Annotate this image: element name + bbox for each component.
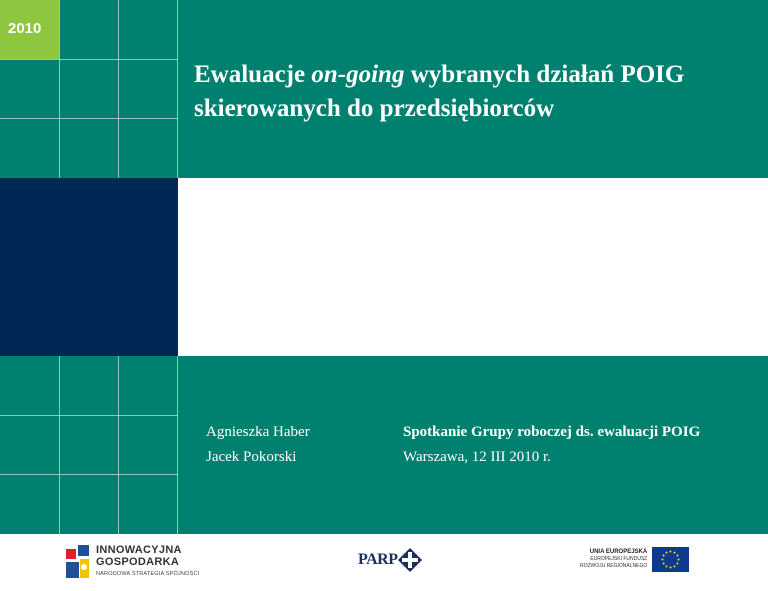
navy-accent-block <box>0 178 178 356</box>
middle-white-area <box>178 178 768 356</box>
parp-emblem-icon <box>397 547 423 573</box>
grid-line <box>118 356 119 534</box>
grid-line <box>0 415 178 416</box>
grid-line <box>59 0 60 178</box>
grid-line <box>59 356 60 534</box>
title-text-start: Ewaluacje <box>194 61 312 88</box>
meeting-title: Spotkanie Grupy roboczej ds. ewaluacji POIG <box>403 424 701 440</box>
year-tile <box>0 0 59 59</box>
author-name: Jacek Pokorski <box>206 449 297 465</box>
grid-line <box>0 118 178 119</box>
eu-flag-icon <box>652 547 689 572</box>
grid-line <box>0 474 178 475</box>
parp-logo <box>358 547 423 573</box>
ig-logo-line3: NARODOWA STRATEGIA SPÓJNOŚCI <box>96 571 200 577</box>
eu-logo <box>580 547 689 572</box>
eu-logo-line1: UNIA EUROPEJSKA <box>589 549 648 555</box>
title-text-end: wybranych działań POIG skierowanych do przedsiębiorców <box>194 61 685 122</box>
parp-logo-text: PARP <box>358 551 398 568</box>
ig-logo-line1: INNOWACYJNA <box>96 544 182 556</box>
title-area <box>178 0 768 178</box>
ig-logo-line2: GOSPODARKA <box>96 556 180 568</box>
eu-logo-line3: ROZWOJU REGIONALNEGO <box>580 563 648 569</box>
grid-line <box>177 356 178 534</box>
grid-line <box>0 59 178 60</box>
meeting-place-date: Warszawa, 12 III 2010 r. <box>403 449 551 465</box>
author-name: Agnieszka Haber <box>206 424 310 440</box>
eu-logo-line2: EUROPEJSKI FUNDUSZ <box>590 556 648 562</box>
title-text-italic: on-going <box>311 61 405 88</box>
year-label: 2010 <box>8 20 42 37</box>
authors-block <box>206 420 310 470</box>
ig-emblem-icon <box>66 545 90 579</box>
innowacyjna-gospodarka-logo <box>66 543 199 581</box>
grid-line <box>118 0 119 178</box>
presentation-title <box>194 58 768 126</box>
meeting-block <box>403 420 700 470</box>
